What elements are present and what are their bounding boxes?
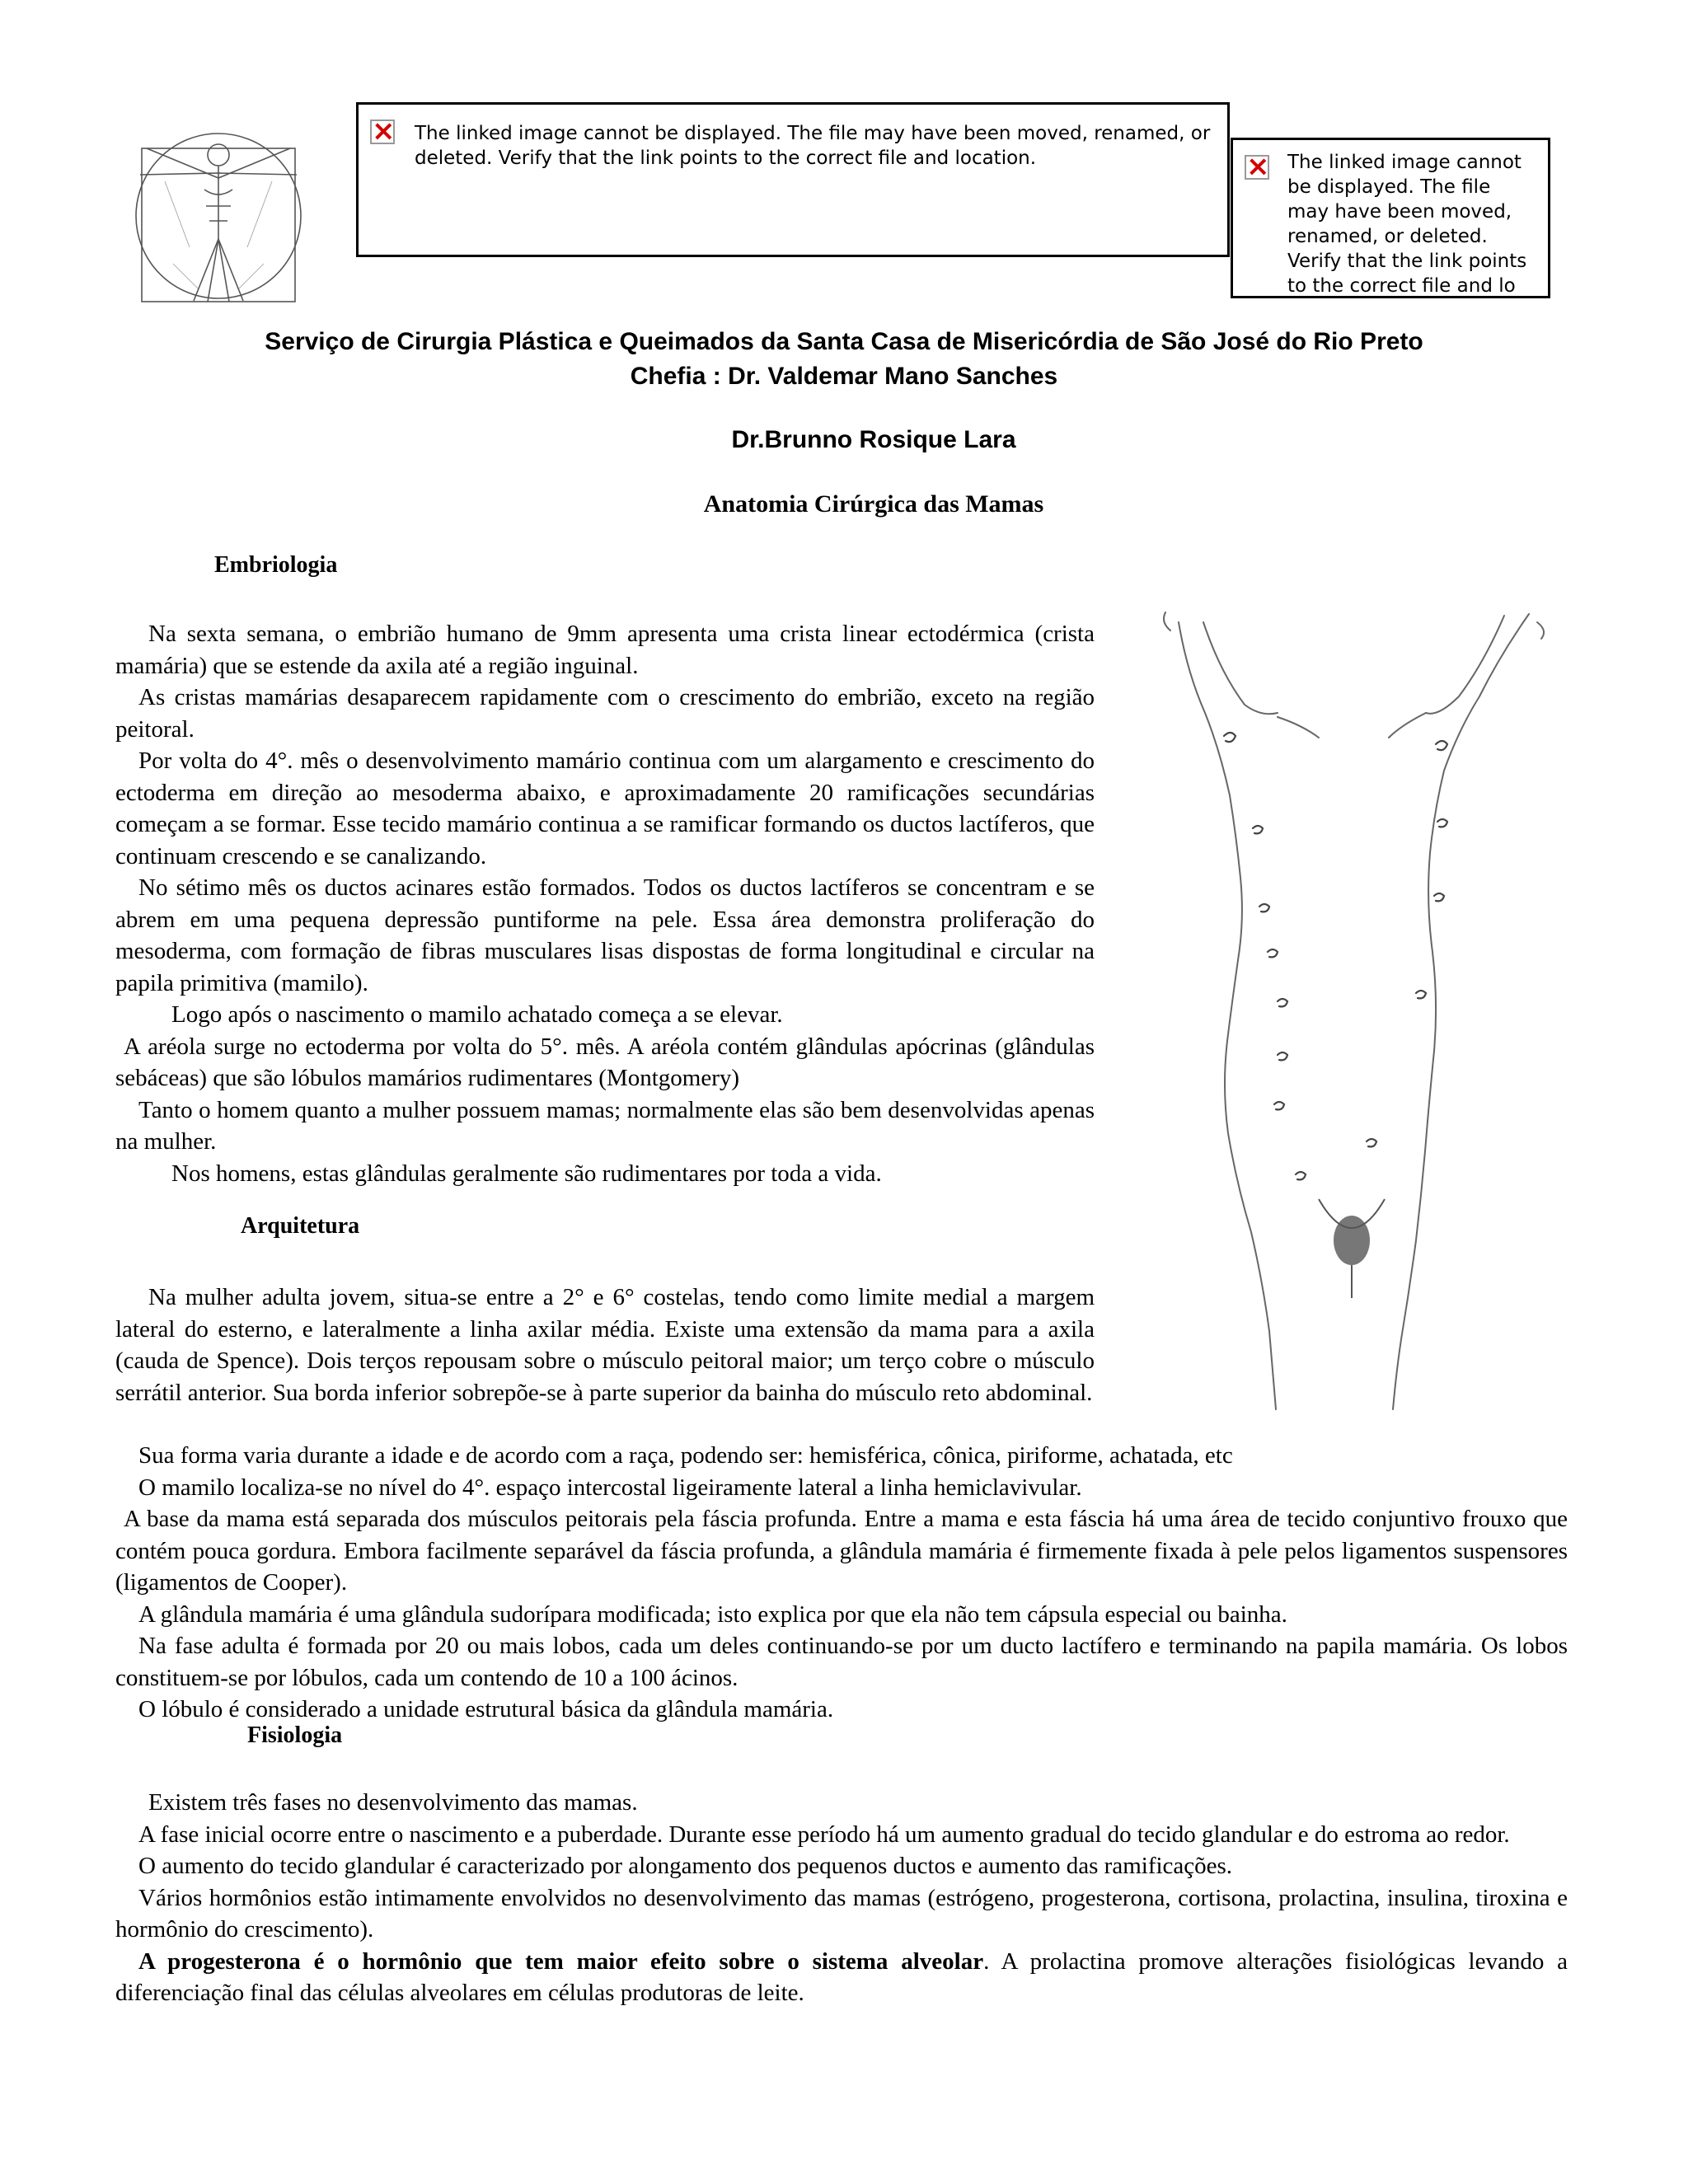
paragraph: Nos homens, estas glândulas geralmente são rudimentares por toda a vida. [171, 1160, 882, 1187]
embriologia-text [115, 618, 1095, 1189]
fisiologia-text [115, 1787, 1568, 2009]
section-heading-fisiologia: Fisiologia [247, 1722, 343, 1748]
broken-image-placeholder [356, 102, 1230, 257]
broken-image-placeholder [1231, 138, 1550, 298]
paragraph: O lóbulo é considerado a unidade estrutural básica da glândula mamária. [138, 1696, 834, 1722]
paragraph: Existem três fases no desenvolvimento das mamas. [148, 1789, 638, 1816]
paragraph: Sua forma varia durante a idade e de acordo com a raça, podendo ser: hemisférica, cônica, piriforme, achatada, etc [138, 1442, 1233, 1469]
section-heading-arquitetura: Arquitetura [241, 1213, 360, 1239]
paragraph [115, 1946, 1568, 2009]
emphasis-text: A progesterona é o hormônio que tem maior efeito sobre o sistema alveolar [138, 1947, 984, 1975]
document-title: Anatomia Cirúrgica das Mamas [703, 490, 1044, 518]
broken-image-message: The linked image cannot be displayed. The file may have been moved, renamed, or deleted. Verify that the link points to the correct file and lo [1287, 152, 1527, 297]
arquitetura-text-narrow [115, 1282, 1095, 1408]
paragraph: A glândula mamária é uma glândula sudorípara modificada; isto explica por que ela não tem cápsula especial ou bainha. [138, 1601, 1287, 1628]
section-heading-embriologia: Embriologia [214, 552, 338, 578]
paragraph: Na mulher adulta jovem, situa-se entre a 2° e 6° costelas, tendo como limite medial a margem lateral do esterno, e lateralmente a linha axilar média. Existe uma extensão da mama para a axila (cauda de Spence). Dois terços repousam sobre o músculo peitoral maior; um terço cobre o músculo serrátil anterior. Sua borda inferior sobrepõe-se à parte superior da bainha do músculo reto abdominal. [115, 1284, 1095, 1406]
paragraph: As cristas mamárias desaparecem rapidamente com o crescimento do embrião, exceto na região peitoral. [115, 684, 1095, 743]
paragraph: Vários hormônios estão intimamente envolvidos no desenvolvimento das mamas (estrógeno, progesterona, cortisona, prolactina, insulina, tiroxina e hormônio do crescimento). [115, 1884, 1568, 1943]
broken-image-icon [1245, 155, 1269, 180]
paragraph: A base da mama está separada dos músculos peitorais pela fáscia profunda. Entre a mama e esta fáscia há uma área de tecido conjuntivo frouxo que contém pouca gordura. Embora facilmente separável da fáscia profunda, a glândula mamária é firmemente fixada à pele pelos ligamentos suspensores (ligamentos de Cooper). [115, 1506, 1568, 1596]
chief-line: Chefia : Dr. Valdemar Mano Sanches [630, 363, 1058, 390]
broken-image-message: The linked image cannot be displayed. The file may have been moved, renamed, or deleted. Verify that the link points to the correct file and location. [415, 123, 1211, 169]
milk-line-torso-drawing [1154, 606, 1550, 1413]
paragraph: Logo após o nascimento o mamilo achatado começa a se elevar. [171, 1001, 783, 1028]
vitruvian-man-drawing [115, 124, 321, 305]
paragraph: Tanto o homem quanto a mulher possuem mamas; normalmente elas são bem desenvolvidas apenas na mulher. [115, 1096, 1095, 1155]
paragraph-rest: . A prolactina promove alterações fisiológicas levando a diferenciação final das células alveolares em células produtoras de leite. [115, 1947, 1568, 2006]
service-title: Serviço de Cirurgia Plástica e Queimados da Santa Casa de Misericórdia de São José do Rio Preto [265, 328, 1423, 355]
paragraph: Por volta do 4°. mês o desenvolvimento mamário continua com um alargamento e crescimento do ectoderma em direção ao mesoderma abaixo, e aproximadamente 20 ramificações secundárias começam a se formar. Esse tecido mamário continua a se ramificar formando os ductos lactíferos, que continuam crescendo e se canalizando. [115, 748, 1095, 869]
paragraph: Na sexta semana, o embrião humano de 9mm apresenta uma crista linear ectodérmica (crista mamária) que se estende da axila até a região inguinal. [115, 621, 1095, 679]
paragraph: A aréola surge no ectoderma por volta do 5°. mês. A aréola contém glândulas apócrinas (glândulas sebáceas) que são lóbulos mamários rudimentares (Montgomery) [115, 1033, 1095, 1091]
paragraph: O aumento do tecido glandular é caracterizado por alongamento dos pequenos ductos e aumento das ramificações. [138, 1853, 1233, 1879]
doctor-name: Dr.Brunno Rosique Lara [731, 426, 1016, 453]
paragraph: A fase inicial ocorre entre o nascimento e a puberdade. Durante esse período há um aumento gradual do tecido glandular e do estroma ao redor. [138, 1821, 1510, 1848]
arquitetura-text-wide [115, 1440, 1568, 1726]
paragraph: No sétimo mês os ductos acinares estão formados. Todos os ductos lactíferos se concentram e se abrem em uma pequena depressão puntiforme na pele. Essa área demonstra proliferação do mesoderma, com formação de fibras musculares lisas dispostas de forma longitudinal e circular na papila primitiva (mamilo). [115, 874, 1095, 996]
broken-image-icon [370, 120, 395, 144]
paragraph: Na fase adulta é formada por 20 ou mais lobos, cada um deles continuando-se por um ducto lactífero e terminando na papila mamária. Os lobos constituem-se por lóbulos, cada um contendo de 10 a 100 ácinos. [115, 1633, 1568, 1691]
paragraph: O mamilo localiza-se no nível do 4°. espaço intercostal ligeiramente lateral a linha hemiclavivular. [138, 1474, 1082, 1501]
